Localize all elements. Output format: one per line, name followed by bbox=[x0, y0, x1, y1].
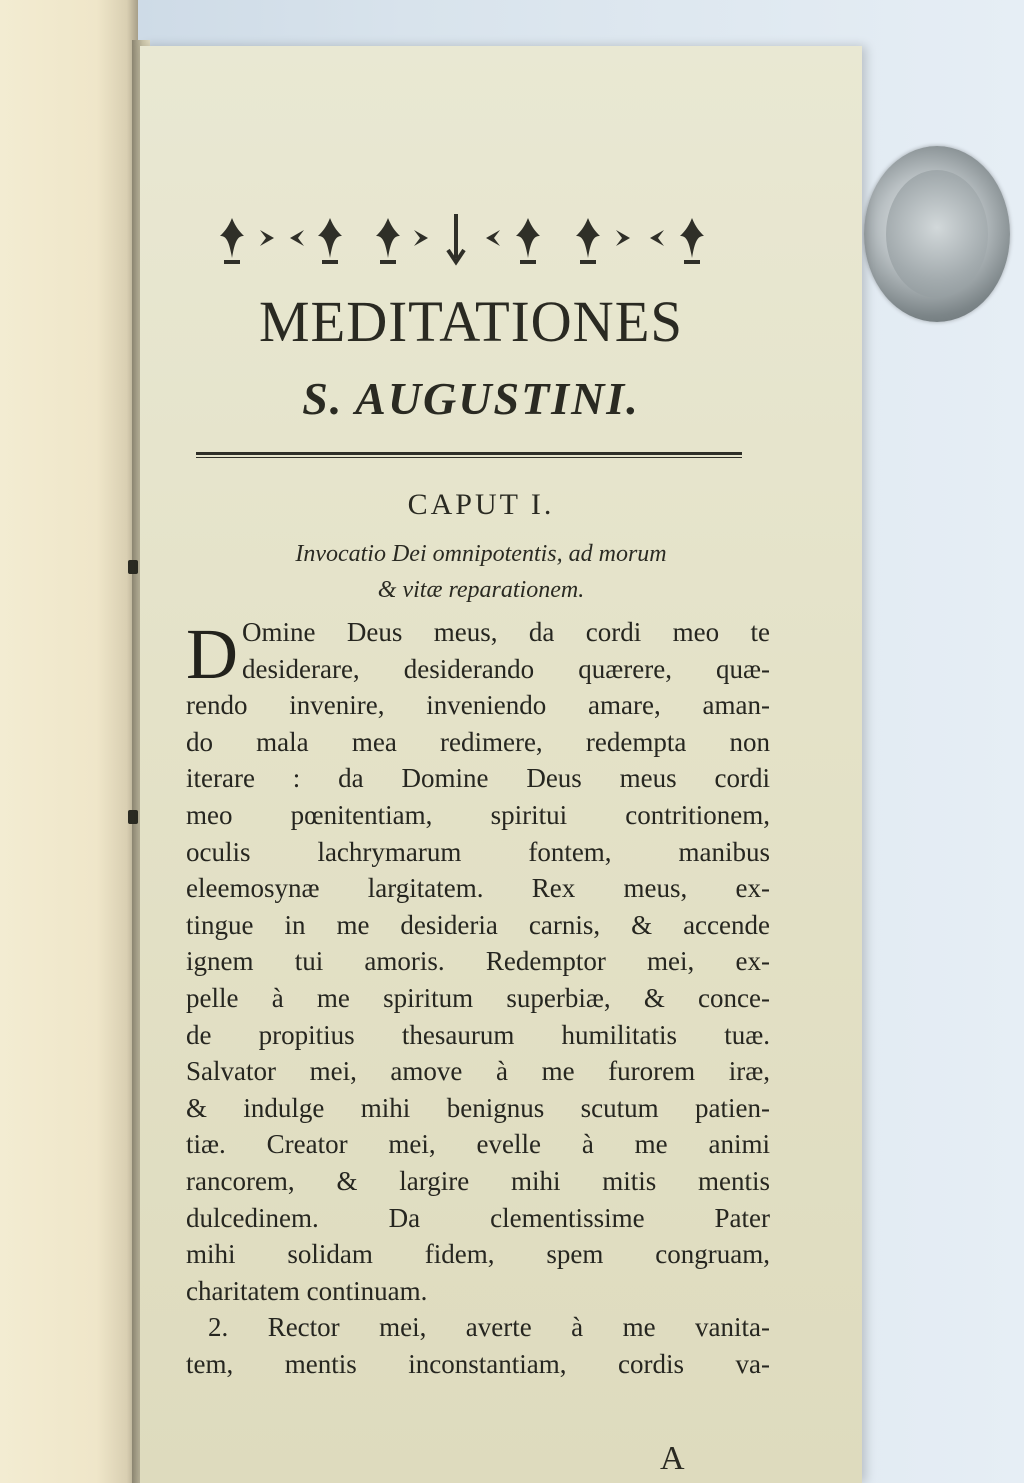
text-line: iterare : da Domine Deus meus cordi bbox=[186, 763, 770, 794]
text-line: oculis lachrymarum fontem, manibus bbox=[186, 836, 770, 867]
page-edge-mark bbox=[128, 810, 138, 824]
text-line: rendo invenire, inveniendo amare, aman- bbox=[186, 690, 770, 721]
argument-line: & vitæ reparationem. bbox=[377, 577, 585, 603]
body-text bbox=[186, 614, 770, 1382]
drop-cap: D bbox=[186, 614, 238, 694]
signature-mark: A bbox=[660, 1440, 685, 1477]
text-line: Salvator mei, amove à me furorem iræ, bbox=[186, 1056, 770, 1087]
coin-face bbox=[886, 170, 988, 298]
argument-line: Invocatio Dei omnipotentis, ad morum bbox=[295, 541, 667, 567]
text-line: & indulge mihi benignus scutum patien- bbox=[186, 1092, 770, 1123]
chapter-argument bbox=[196, 536, 766, 608]
book-title: MEDITATIONES bbox=[258, 289, 684, 354]
text-line: tingue in me desideria carnis, & accende bbox=[186, 909, 770, 940]
text-line: do mala mea redimere, redempta non bbox=[186, 726, 770, 757]
facing-page bbox=[0, 0, 138, 1483]
text-line: de propitius thesaurum humilitatis tuæ. bbox=[186, 1019, 770, 1050]
fleuron-ornament bbox=[200, 210, 740, 268]
text-line: tem, mentis inconstantiam, cordis va- bbox=[186, 1348, 770, 1379]
text-line: meo pœnitentiam, spiritui contritionem, bbox=[186, 799, 770, 830]
text-line: Omine Deus meus, da cordi meo te bbox=[242, 617, 770, 647]
text-line: rancorem, & largire mihi mitis mentis bbox=[186, 1165, 770, 1196]
text-line: charitatem continuam. bbox=[186, 1275, 428, 1306]
coin bbox=[864, 146, 1010, 322]
fleuron-icon bbox=[220, 218, 244, 264]
title-rule bbox=[196, 452, 742, 458]
page-edge-mark bbox=[128, 560, 138, 574]
text-line: eleemosynæ largitatem. Rex meus, ex- bbox=[186, 873, 770, 904]
text-line: pelle à me spiritum superbiæ, & conce- bbox=[186, 982, 770, 1013]
book-subtitle: S. AUGUSTINI. bbox=[302, 373, 640, 424]
text-line: desiderare, desiderando quærere, quæ- bbox=[242, 653, 770, 684]
text-line: ignem tui amoris. Redemptor mei, ex- bbox=[186, 946, 770, 977]
text-line: 2. Rector mei, averte à me vanita- bbox=[208, 1312, 770, 1343]
text-line: mihi solidam fidem, spem congruam, bbox=[186, 1239, 770, 1270]
chapter-heading: CAPUT I. bbox=[407, 488, 555, 521]
text-line: dulcedinem. Da clementissime Pater bbox=[186, 1202, 770, 1233]
text-line: tiæ. Creator mei, evelle à me animi bbox=[186, 1129, 770, 1160]
